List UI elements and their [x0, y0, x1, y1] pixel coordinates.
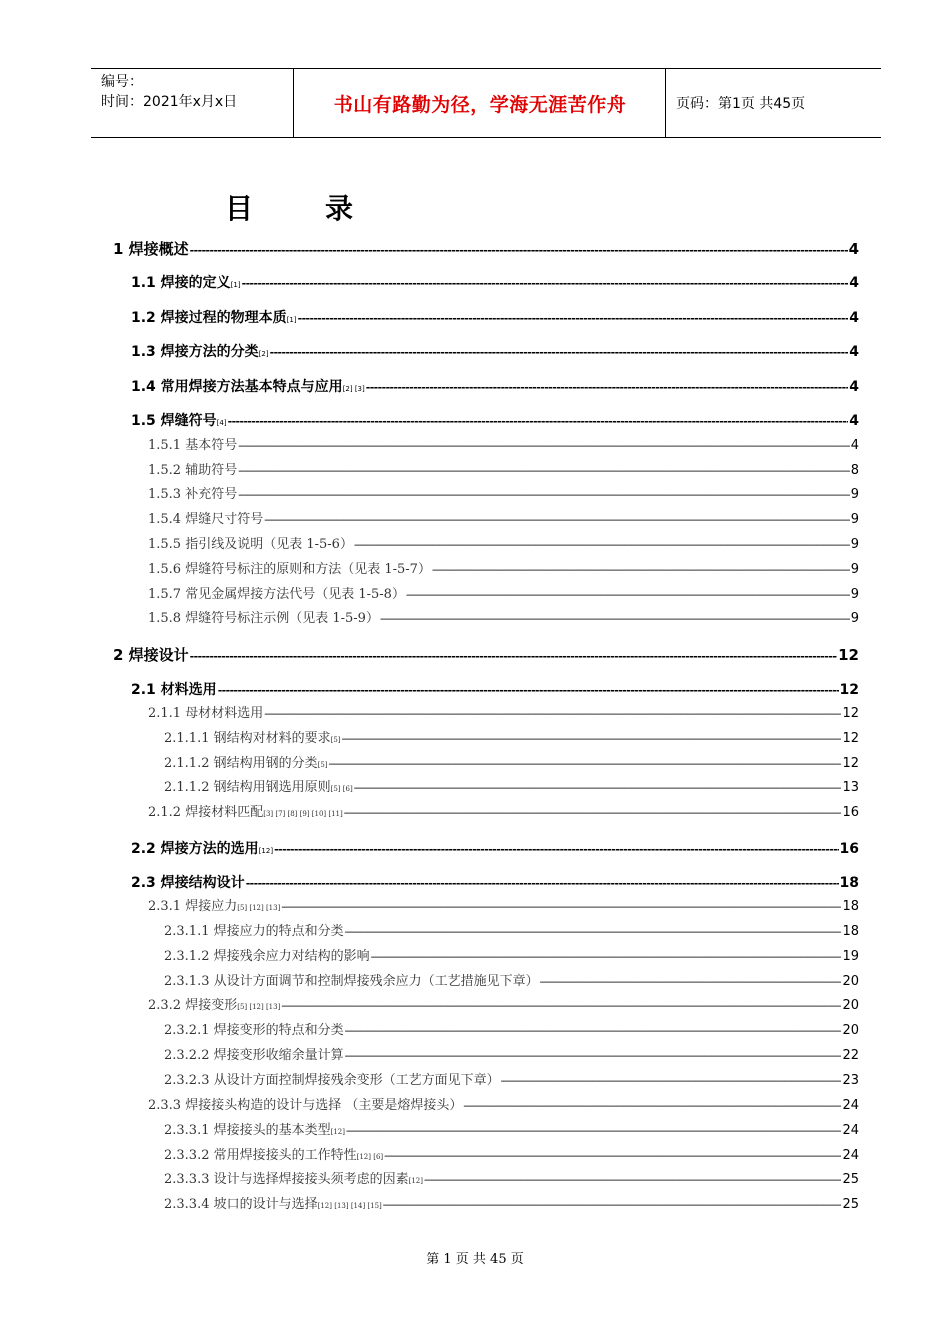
toc-entry[interactable]: 1.5 焊缝符号 [4] ----- 4 [131, 411, 859, 431]
page-title [225, 187, 353, 227]
header-box [91, 68, 881, 138]
toc-entry[interactable]: 2.3.2.1 焊接变形的特点和分类 ----- 20 [164, 1022, 859, 1040]
toc-entry[interactable]: 2.3.3.4 坡口的设计与选择 [12] [13] [14] [15] ----- 25 [164, 1196, 859, 1214]
title-char-1: 目 [225, 192, 254, 225]
toc-entry[interactable]: 2.3.1 焊接应力 [5] [12] [13] ----- 18 [148, 898, 859, 916]
toc-entry[interactable]: 2.3.2 焊接变形 [5] [12] [13] ----- 20 [148, 997, 859, 1015]
toc-entry[interactable]: 2.3.3.1 焊接接头的基本类型 [12] ----- 24 [164, 1122, 859, 1140]
toc-entry[interactable]: 2.1 材料选用 ----- 12 [131, 680, 859, 700]
toc-entry[interactable]: 2.1.1 母材材料选用 ----- 12 [148, 705, 859, 723]
header-page-info: 页码：第1页 共45页 [676, 96, 806, 112]
header-divider [665, 69, 666, 137]
page-footer: 第 1 页 共 45 页 [426, 1252, 524, 1267]
toc-entry[interactable]: 2.3.2.2 焊接变形收缩余量计算 ----- 22 [164, 1047, 859, 1065]
header-divider [293, 69, 294, 137]
toc-entry[interactable]: 2.3.3.2 常用焊接接头的工作特性 [12] [6] ----- 24 [164, 1147, 859, 1165]
toc-entry[interactable]: 2.3 焊接结构设计 ----- 18 [131, 873, 859, 893]
toc-entry[interactable]: 2.1.1.2 钢结构用钢的分类 [5] ----- 12 [164, 755, 859, 773]
toc-entry[interactable]: 1.5.8 焊缝符号标注示例（见表 1-5-9） ----- 9 [148, 610, 859, 628]
header-meta [101, 72, 237, 112]
toc-entry[interactable]: 1.1 焊接的定义 [1] ----- 4 [131, 273, 859, 293]
toc-entry[interactable]: 1.5.2 辅助符号 ----- 8 [148, 462, 859, 480]
toc-entry[interactable]: 2.3.1.1 焊接应力的特点和分类 ----- 18 [164, 923, 859, 941]
toc-entry[interactable]: 1.4 常用焊接方法基本特点与应用 [2] [3] ----- 4 [131, 377, 859, 397]
toc-entry[interactable]: 1.5.5 指引线及说明（见表 1-5-6） ----- 9 [148, 536, 859, 554]
toc-entry[interactable]: 2.1.1.2 钢结构用钢选用原则 [5] [6] ----- 13 [164, 779, 859, 797]
toc-entry[interactable]: 2.1.1.1 钢结构对材料的要求 [5] ----- 12 [164, 730, 859, 748]
toc-entry[interactable]: 2.3.1.2 焊接残余应力对结构的影响 ----- 19 [164, 948, 859, 966]
toc-entry[interactable]: 2.1.2 焊接材料匹配 [3] [7] [8] [9] [10] [11] ----- 16 [148, 804, 859, 822]
toc-entry[interactable]: 2.2 焊接方法的选用 [12] ----- 16 [131, 839, 859, 859]
toc-entry[interactable]: 1.5.6 焊缝符号标注的原则和方法（见表 1-5-7） ----- 9 [148, 561, 859, 579]
toc-entry[interactable]: 1.5.3 补充符号 ----- 9 [148, 486, 859, 504]
toc-entry[interactable]: 1.2 焊接过程的物理本质 [1] ----- 4 [131, 308, 859, 328]
header-motto: 书山有路勤为径，学海无涯苦作舟 [333, 93, 627, 116]
header-number: 编号： [101, 74, 143, 90]
toc-entry[interactable]: 2.3.2.3 从设计方面控制焊接残余变形（工艺方面见下章） ----- 23 [164, 1072, 859, 1090]
toc-entry[interactable]: 1.3 焊接方法的分类 [2] ----- 4 [131, 342, 859, 362]
header-time: 时间：2021年x月x日 [101, 94, 238, 110]
toc-entry[interactable]: 2 焊接设计 ----- 12 [113, 645, 859, 665]
toc-entry[interactable]: 2.3.1.3 从设计方面调节和控制焊接残余应力（工艺措施见下章） ----- 20 [164, 973, 859, 991]
toc-entry[interactable]: 2.3.3.3 设计与选择焊接接头须考虑的因素 [12] ----- 25 [164, 1171, 859, 1189]
toc-entry[interactable]: 1.5.7 常见金属焊接方法代号（见表 1-5-8） ----- 9 [148, 586, 859, 604]
toc-entry[interactable]: 1.5.1 基本符号 ----- 4 [148, 437, 859, 455]
toc-entry[interactable]: 1.5.4 焊缝尺寸符号 ----- 9 [148, 511, 859, 529]
toc-entry[interactable]: 2.3.3 焊接接头构造的设计与选择 （主要是熔焊接头） ----- 24 [148, 1097, 859, 1115]
toc-entry[interactable]: 1 焊接概述 ----- 4 [113, 239, 859, 259]
title-char-2: 录 [325, 192, 354, 225]
